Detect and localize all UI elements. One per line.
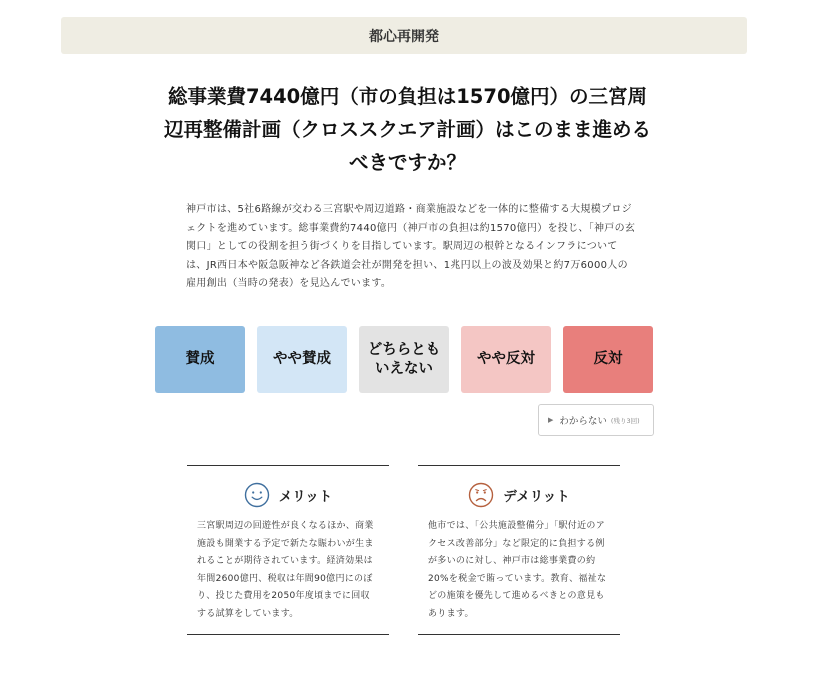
vote-label: 反対 — [593, 351, 623, 367]
vote-button-neutral[interactable] — [359, 326, 449, 393]
unknown-button[interactable] — [538, 404, 654, 436]
remaining-count: (残り3回) — [610, 416, 640, 425]
question-title: 総事業費7440億円（市の負担は1570億円）の三宮周 辺再整備計画（クロススクエア計画）はこのまま進める べきですか？ — [163, 85, 652, 174]
demerit-title: デメリット — [503, 489, 570, 505]
vote-button-somewhat-disagree[interactable] — [461, 326, 551, 393]
vote-label: やや反対 — [477, 351, 535, 367]
vote-label: 賛成 — [185, 351, 215, 367]
merit-body: 三宮駅周辺の回遊性が良くなるほか、商業施設も開業する予定で新たな賑わいが生まれることが期待されています。経済効果は年間2600億円、税収は年間90億円にのぼり、投じた費用を2050年度頃までに回収する試算をしています。 — [197, 521, 374, 619]
frown-face-icon — [468, 482, 494, 508]
smile-face-icon — [244, 482, 270, 508]
merit-panel — [187, 465, 389, 635]
vote-button-agree[interactable] — [155, 326, 245, 393]
unknown-label: わからない — [559, 416, 607, 427]
description-text: 神戸市は、5社6路線が交わる三宮駅や周辺道路・商業施設などを一体的に整備する大規模プロジェクトを進めています。総事業費約7440億円（神戸市の負担は約1570億円）を投じ、「神戸の玄関口」としての役割を担う街づくりを目指しています。駅周辺の根幹となるインフラについては、JR西日本や阪急阪神など各鉄道会社が開発を担い、1兆円以上の波及効果と約7万6000人の雇用創出（当時の発表）を見込んでいます。 — [186, 204, 636, 289]
vote-button-disagree[interactable] — [563, 326, 653, 393]
vote-options — [155, 326, 655, 393]
vote-label: やや賛成 — [273, 351, 331, 367]
category-label: 都心再開発 — [369, 28, 439, 45]
vote-button-somewhat-agree[interactable] — [257, 326, 347, 393]
demerit-header — [418, 482, 620, 508]
merit-title: メリット — [278, 489, 333, 505]
demerit-body: 他市では、「公共施設整備分」「駅付近のアクセス改善部分」など限定的に負担する例が多いのに対し、神戸市は総事業費の約20%を税金で賄っています。教育、福祉などの施策を優先して進めるべきとの意見もあります。 — [428, 521, 607, 619]
merit-header — [187, 482, 389, 508]
category-header — [61, 17, 747, 54]
play-icon: ▶ — [548, 416, 554, 424]
vote-label: どちらともいえない — [367, 341, 441, 377]
demerit-panel — [418, 465, 620, 635]
